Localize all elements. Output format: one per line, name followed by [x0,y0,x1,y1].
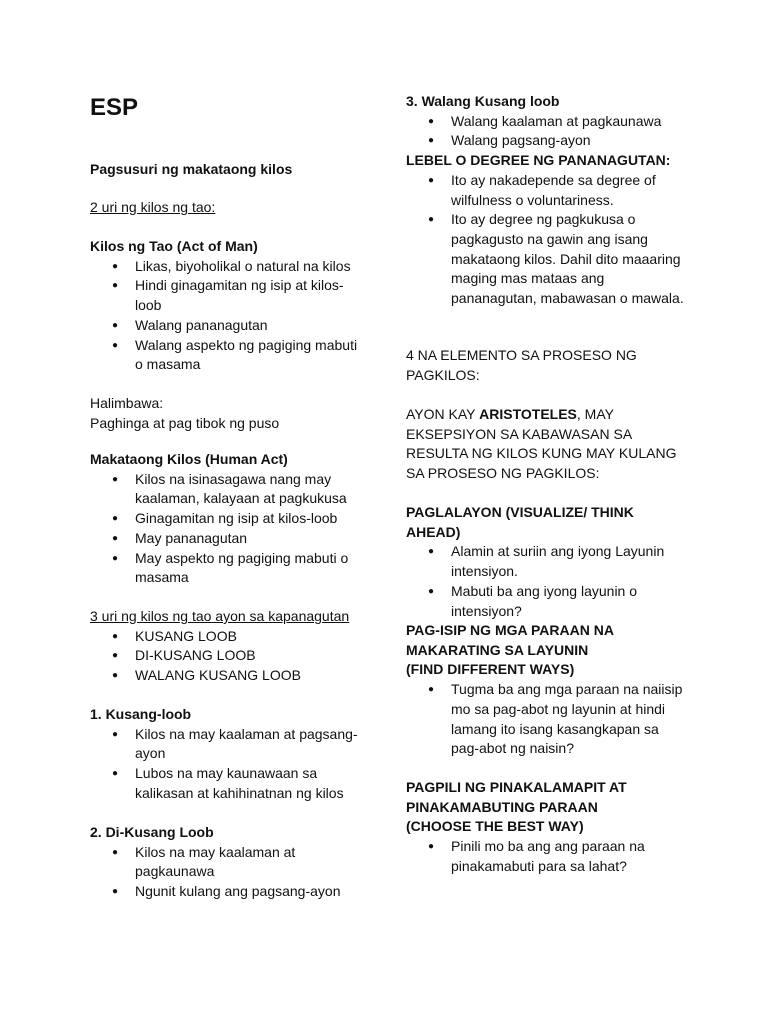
list-item: ● Walang kaalaman at pagkaunawa [406,112,686,132]
list-item: ● Ito ay nakadepende sa degree of wilfulness o voluntariness. [406,171,686,210]
pag-isip-heading: PAG-ISIP NG MGA PARAAN NA MAKARATING SA LAYUNIN [406,622,614,658]
di-kusang-loob-section [90,823,365,902]
four-elements-block [406,346,686,385]
kusang-loob-section [90,705,365,804]
act-of-man-section [90,237,365,375]
walang-kusang-loob-section [406,92,686,309]
list-item: ● Hindi ginagamitan ng isip at kilos-loob [90,276,365,315]
list-item: ● Pinili mo ba ang ang paraan na pinakamabuti para sa lahat? [406,837,686,876]
human-act-section [90,450,365,588]
aristotle-before: AYON KAY [406,406,480,422]
pagpili-section [406,778,686,877]
list-item: ● Mabuti ba ang iyong layunin o intensiyon? [406,582,686,621]
list-item: ● Tugma ba ang mga paraan na naiisip mo sa pag-abot ng layunin at hindi lamang ito isang kasangkapan sa pag-abot ng naisin? [406,680,686,759]
list-item: ● Likas, biyoholikal o natural na kilos [90,257,365,277]
paglalayon-section [406,503,686,621]
list-item: ● Alamin at suriin ang iyong Layunin intensiyon. [406,542,686,581]
list-item: ● Ngunit kulang ang pagsang-ayon [90,882,365,902]
walang-kusang-loob-list [406,112,686,151]
example-label: Halimbawa: [90,395,164,411]
pag-isip-section [406,621,686,759]
act-of-man-list [90,257,365,375]
list-item: ● Ito ay degree ng pagkukusa o pagkagusto na gawin ang isang makataong kilos. Dahil dito maaaring maging mas mataas ang pananagutan, mabawasan o mawala. [406,210,686,309]
list-item: ● DI-KUSANG LOOB [90,646,365,666]
kusang-loob-heading: 1. Kusang-loob [90,706,192,722]
three-types-list [90,627,365,686]
aristotle-name: ARISTOTELES [479,406,577,422]
list-item: ● KUSANG LOOB [90,627,365,647]
lebel-list [406,171,686,309]
three-types-heading: 3 uri ng kilos ng tao ayon sa kapanagutan [90,608,350,624]
list-item: ● Kilos na may kaalaman at pagsang-ayon [90,725,365,764]
aristotle-after: , MAY EKSEPSIYON SA KABAWASAN SA RESULTA NG KILOS KUNG MAY KULANG SA PROSESO NG PAGKILOS: [406,406,677,482]
types-heading-block [90,198,365,218]
list-item: ● May aspekto ng pagiging mabuti o masama [90,549,365,588]
example-section [90,394,365,433]
document-title: ESP [90,94,139,121]
pagpili-heading: PAGPILI NG PINAKALAMAPIT AT PINAKAMABUTING PARAAN [406,779,627,815]
pagpili-list [406,837,686,876]
list-item: ● Walang pananagutan [90,316,365,336]
human-act-heading: Makataong Kilos (Human Act) [90,451,288,467]
example-text: Paghinga at pag tibok ng puso [90,414,280,431]
list-item: ● May pananagutan [90,529,365,549]
di-kusang-loob-list [90,843,365,902]
aristotle-block [406,405,686,484]
subtitle: Pagsusuri ng makataong kilos [90,161,293,177]
list-item: ● Walang pagsang-ayon [406,131,686,151]
paglalayon-heading: PAGLALAYON (VISUALIZE/ THINK AHEAD) [406,504,634,540]
list-item: ● Kilos na isinasagawa nang may kaalaman, kalayaan at pagkukusa [90,470,365,509]
list-item: ● Ginagamitan ng isip at kilos-loob [90,509,365,529]
section-subtitle [90,160,365,180]
types-heading: 2 uri ng kilos ng tao: [90,199,216,215]
paglalayon-list [406,542,686,621]
four-elements-heading: 4 NA ELEMENTO SA PROSESO NG PAGKILOS: [406,347,637,383]
di-kusang-loob-heading: 2. Di-Kusang Loob [90,824,214,840]
pag-isip-list [406,680,686,759]
lebel-heading: LEBEL O DEGREE NG PANANAGUTAN: [406,152,671,169]
human-act-list [90,470,365,588]
pagpili-subheading: (CHOOSE THE BEST WAY) [406,818,584,835]
act-of-man-heading: Kilos ng Tao (Act of Man) [90,238,258,254]
walang-kusang-loob-heading: 3. Walang Kusang loob [406,93,560,109]
kusang-loob-list [90,725,365,804]
aristotle-paragraph [406,405,686,484]
list-item: ● WALANG KUSANG LOOB [90,666,365,686]
list-item: ● Walang aspekto ng pagiging mabuti o masama [90,336,365,375]
list-item: ● Kilos na may kaalaman at pagkaunawa [90,843,365,882]
pag-isip-subheading: (FIND DIFFERENT WAYS) [406,661,575,678]
three-types-section [90,607,365,686]
list-item: ● Lubos na may kaunawaan sa kalikasan at kahihinatnan ng kilos [90,764,365,803]
